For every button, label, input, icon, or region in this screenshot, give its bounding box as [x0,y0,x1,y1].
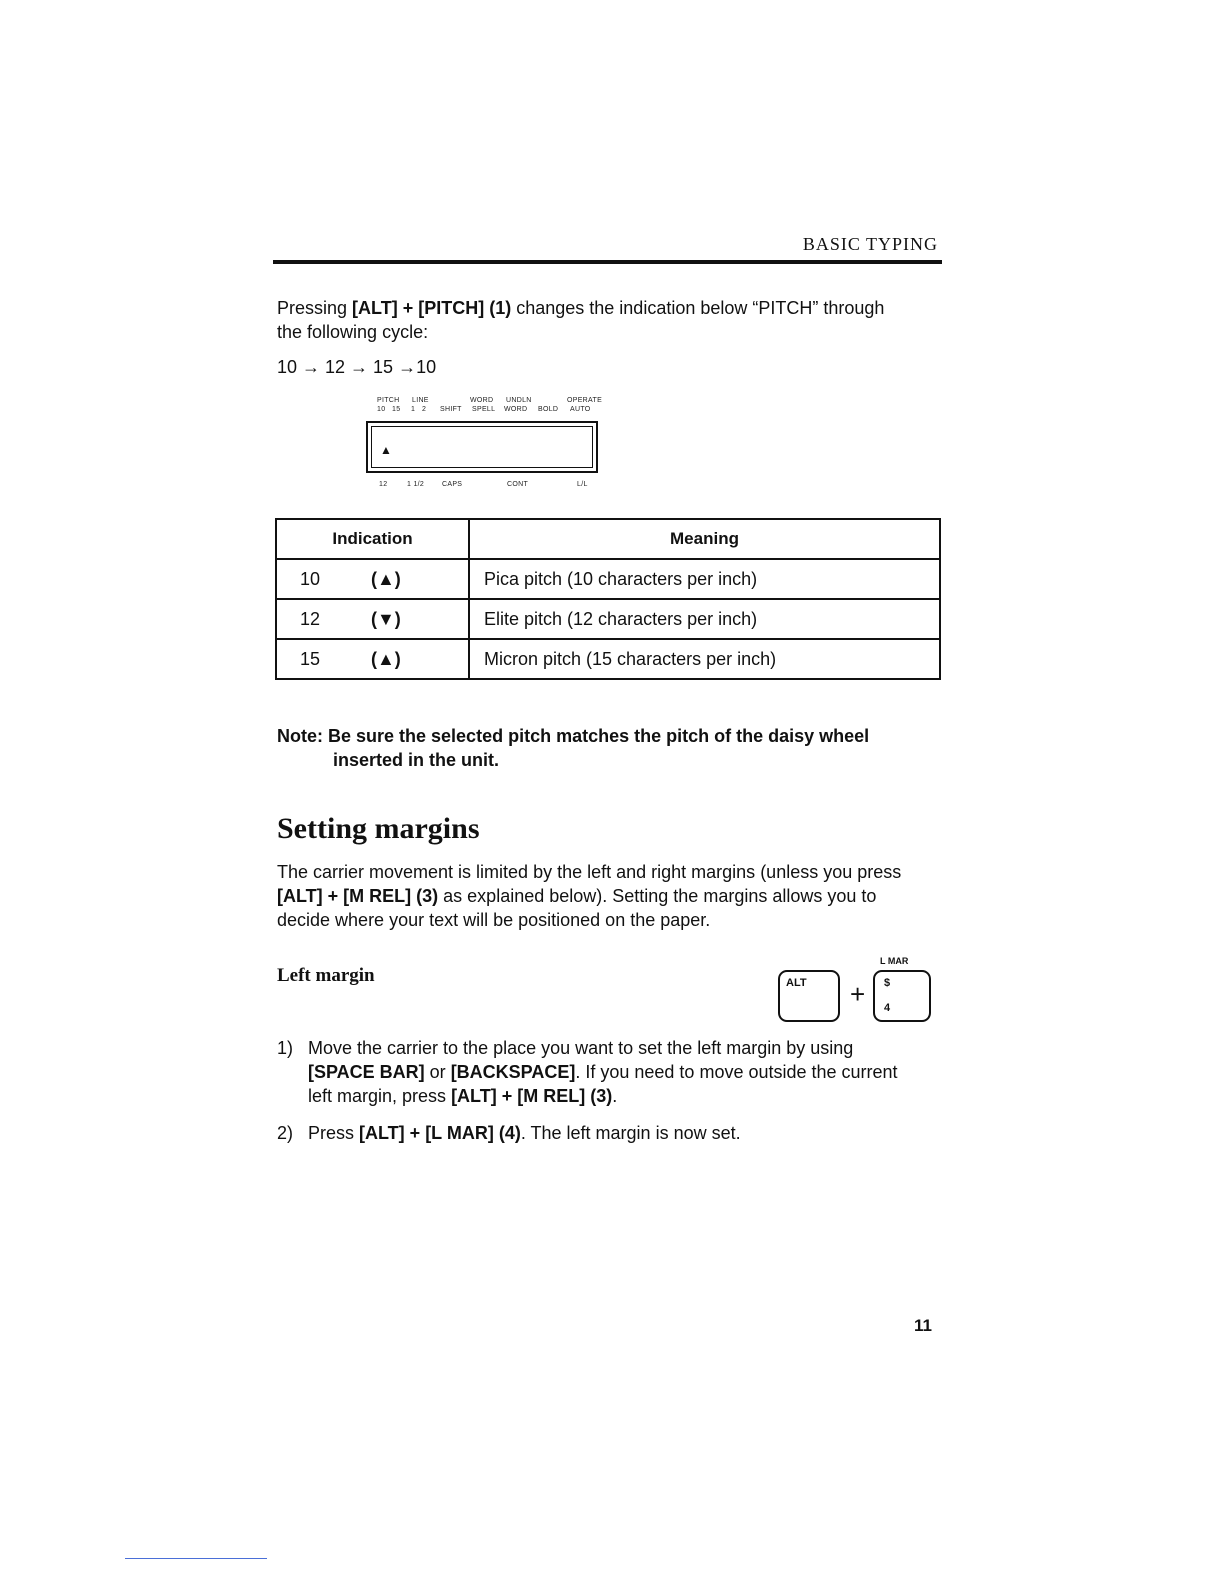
plus-sign: + [397,298,419,318]
pitch-value: 10 [300,569,321,589]
mrel-key-ref: [M REL] [343,886,412,906]
plus-sign: + [496,1086,518,1106]
step-text: left margin, press [308,1086,452,1106]
step-text: . If you need to move outside the current [575,1062,898,1082]
list-item [277,1036,945,1108]
lcd-label: SHIFT [440,406,462,413]
key-cap-label: ALT [786,977,807,989]
para-text: decide where your text will be positioned on the paper. [277,910,711,930]
para-text: as explained below). Setting the margins allows you to [438,886,877,906]
intro-paragraph [277,296,945,344]
plus-icon: + [850,979,866,1009]
key-cap-label: 4 [884,1002,891,1014]
lcd-label: 15 [392,406,401,413]
step-number: 1) [277,1038,294,1058]
table-header-row [276,519,940,559]
meaning-cell: Elite pitch (12 characters per inch) [469,599,940,639]
lcd-label: UNDLN [506,397,532,404]
pitch-cycle: 10 → 12 → 15 →10 [277,357,437,377]
lcd-label: 10 [377,406,386,413]
step-body [308,1121,948,1145]
lcd-label: 1 [411,406,416,413]
lcd-label: PITCH [377,397,400,404]
down-triangle-icon: (▼) [371,609,401,629]
lcd-label: 12 [379,481,388,488]
list-item [277,1121,945,1145]
mrel-key-ref: [M REL] [517,1086,586,1106]
running-header: BASIC TYPING [802,234,938,254]
indication-cell [276,639,469,679]
footer-line [125,1558,267,1559]
intro-text: changes the indication below “PITCH” through [511,298,885,318]
up-triangle-icon: (▲) [371,649,401,669]
indication-cell [276,559,469,599]
intro-text: the following cycle: [277,322,429,342]
page-number: 11 [914,1316,932,1335]
lcd-label: 2 [422,406,427,413]
pitch-value: 12 [300,609,321,629]
step-text: or [424,1062,451,1082]
table-row [276,599,940,639]
indication-cell [276,599,469,639]
meaning-cell: Micron pitch (15 characters per inch) [469,639,940,679]
ref-number: (1) [484,298,512,318]
plus-sign: + [404,1123,426,1143]
pitch-table [275,518,941,680]
lcd-label: AUTO [570,406,591,413]
alt-key-icon [778,970,840,1022]
step-text: Move the carrier to the place you want to set the left margin by using [308,1038,854,1058]
lmar-key-ref: [L MAR] [425,1123,494,1143]
note [277,724,869,772]
pitch-value: 15 [300,649,321,669]
key-cap-label: $ [884,977,891,989]
ref-number: (3) [411,886,439,906]
ref-number: (4) [493,1123,521,1143]
note-line: Note: Be sure the selected pitch matches the pitch of the daisy wheel [277,726,870,746]
step-text: . [612,1086,618,1106]
spacebar-key-ref: [SPACE BAR] [308,1062,425,1082]
alt-key-ref: [ALT] [451,1086,497,1106]
alt-key-ref: [ALT] [359,1123,405,1143]
lcd-label: WORD [504,406,528,413]
meaning-cell: Pica pitch (10 characters per inch) [469,559,940,599]
lcd-label: BOLD [538,406,559,413]
lmar-key-icon [873,970,931,1022]
step-text: . The left margin is now set. [520,1123,741,1143]
lcd-label: 1 1/2 [407,481,425,488]
para-text: The carrier movement is limited by the left and right margins (unless you press [277,862,902,882]
alt-key-ref: [ALT] [352,298,398,318]
step-number: 2) [277,1123,294,1143]
lcd-label: LINE [412,397,429,404]
table-row [276,559,940,599]
lcd-display [366,421,598,473]
up-triangle-icon: (▲) [371,569,401,589]
lcd-label: OPERATE [567,397,603,404]
column-header: Indication [276,519,469,559]
ref-number: (3) [585,1086,613,1106]
lcd-label: CAPS [442,481,463,488]
backspace-key-ref: [BACKSPACE] [450,1062,576,1082]
table-row [276,639,940,679]
left-margin-heading: Left margin [277,965,375,986]
lmar-label: L MAR [880,956,909,966]
pitch-key-ref: [PITCH] [418,298,485,318]
header-rule [273,260,942,264]
intro-text: Pressing [277,298,353,318]
step-body [308,1036,948,1108]
plus-sign: + [322,886,344,906]
lcd-label: L/L [577,481,588,488]
lcd-label: SPELL [472,406,496,413]
lcd-screen [371,426,593,468]
note-line: inserted in the unit. [333,750,500,770]
section-title: Setting margins [277,812,480,845]
step-text: Press [308,1123,360,1143]
column-header: Meaning [469,519,940,559]
section-paragraph [277,860,945,932]
lcd-label: WORD [470,397,494,404]
lcd-label: CONT [507,481,529,488]
pitch-indicator-icon: ▲ [380,443,392,457]
alt-key-ref: [ALT] [277,886,323,906]
